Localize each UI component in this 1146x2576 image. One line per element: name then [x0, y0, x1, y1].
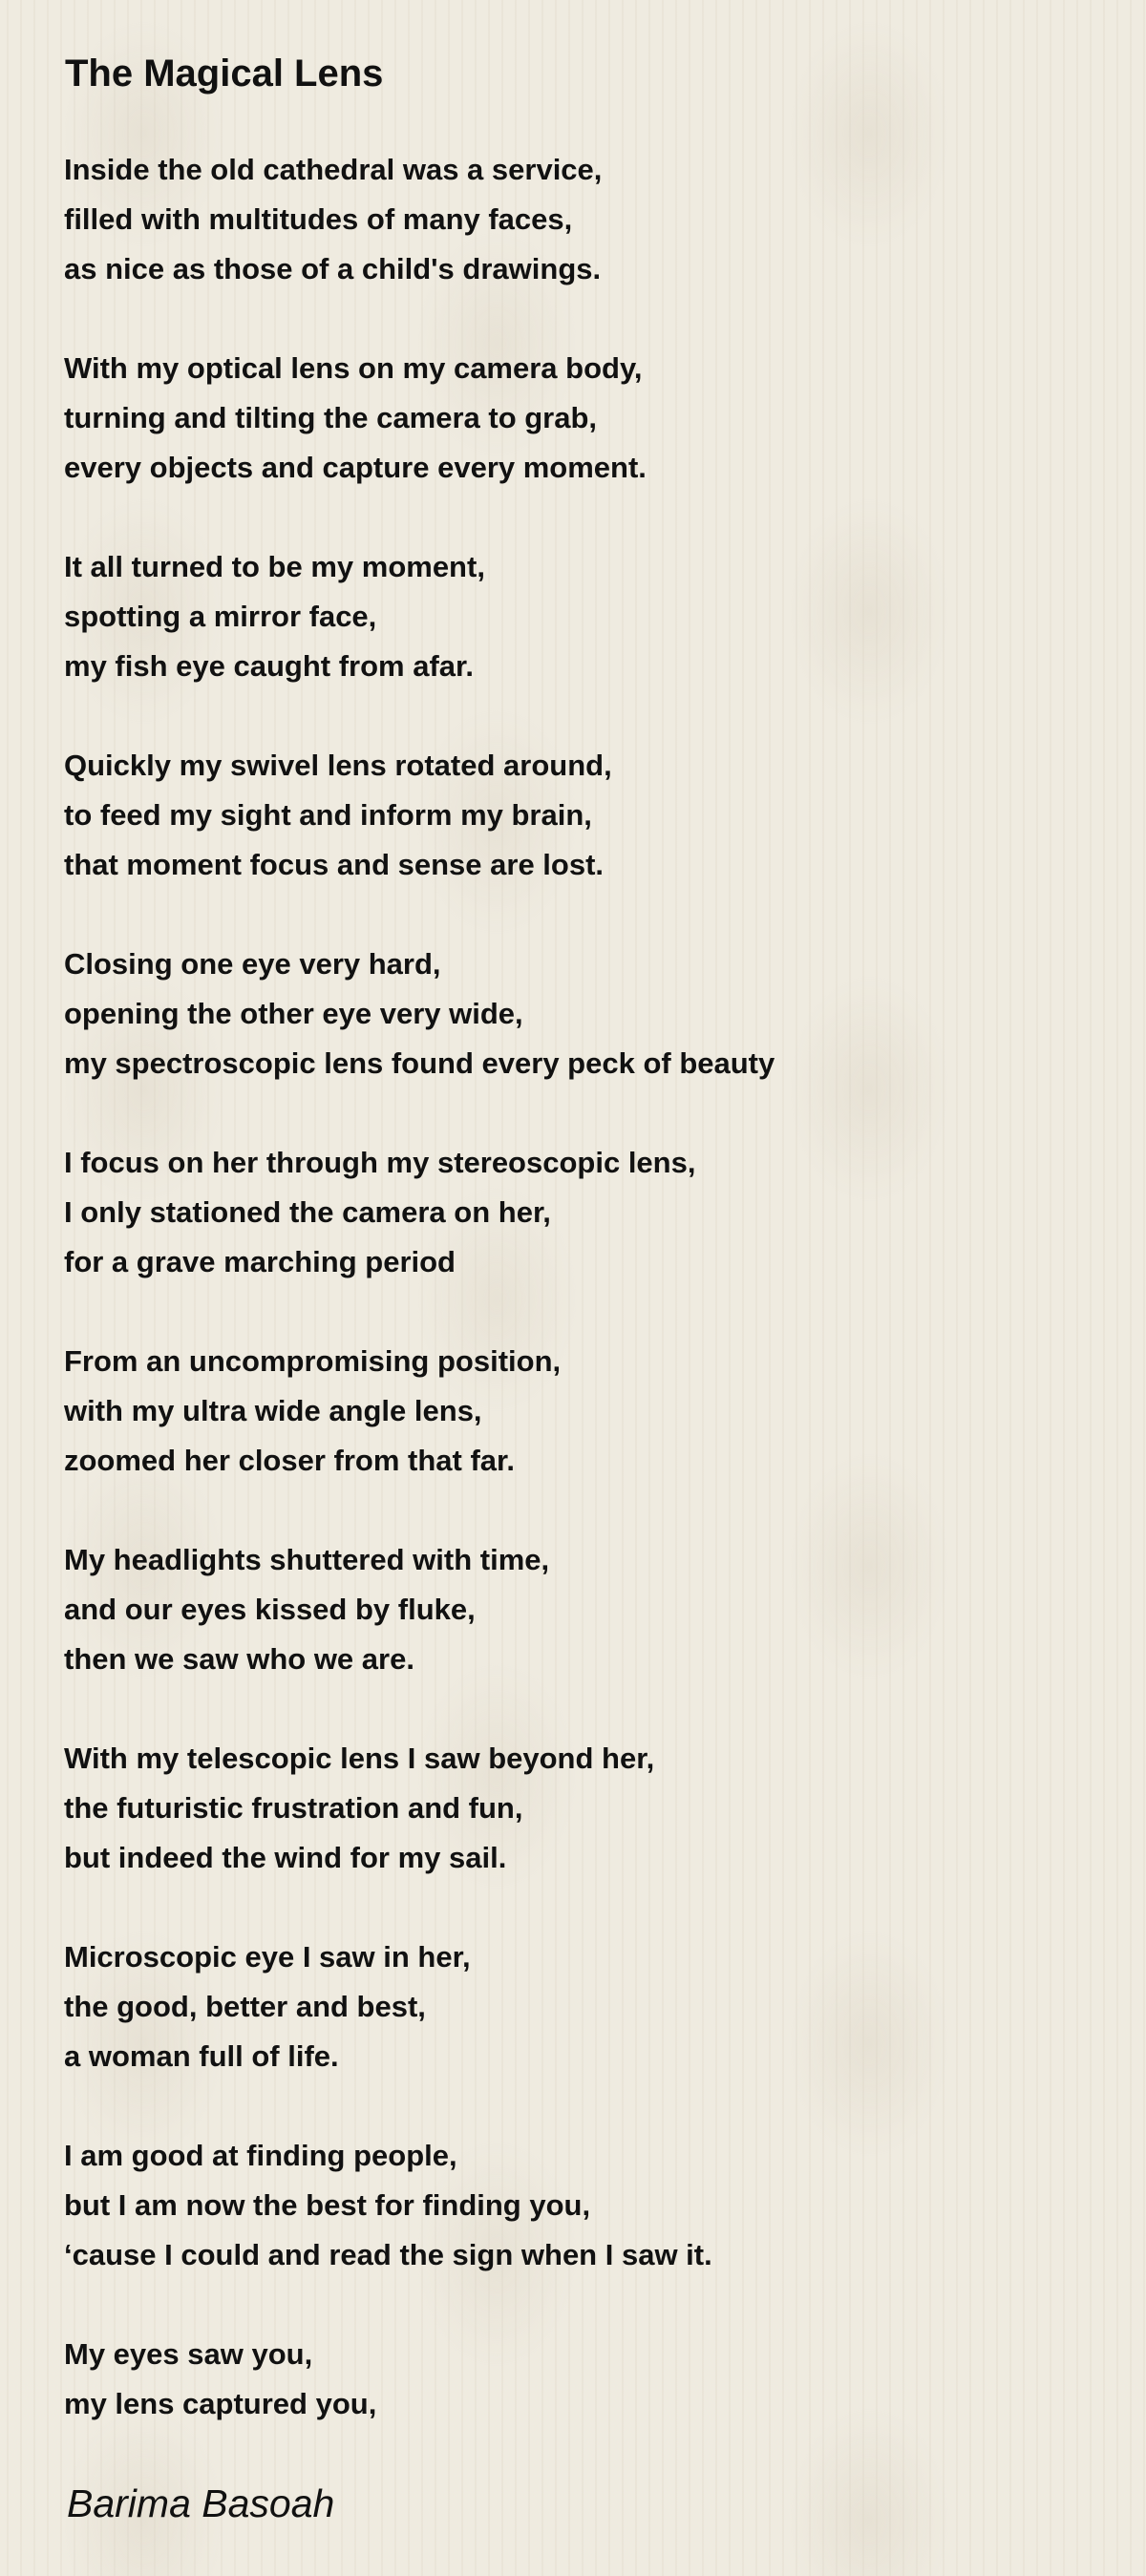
poem-body [64, 145, 1095, 2479]
stanza [64, 1734, 1095, 1883]
stanza [64, 344, 1095, 493]
poem-line: but I am now the best for finding you, [64, 2188, 591, 2222]
poem-line: a woman full of life. [64, 2039, 339, 2073]
poem-line: Microscopic eye I saw in her, [64, 1940, 471, 1974]
stanza [64, 2330, 1095, 2429]
poem-line: as nice as those of a child's drawings. [64, 252, 602, 285]
poem-line: the good, better and best, [64, 1990, 426, 2023]
poem-line: to feed my sight and inform my brain, [64, 798, 592, 832]
poem-line: It all turned to be my moment, [64, 550, 485, 583]
poem-line: From an uncompromising position, [64, 1344, 562, 1378]
stanza [64, 2131, 1095, 2280]
poem-line: for a grave marching period [64, 1245, 456, 1278]
poem-line: My headlights shuttered with time, [64, 1543, 550, 1576]
poem-line: I focus on her through my stereoscopic lens, [64, 1146, 696, 1179]
poem-line: Inside the old cathedral was a service, [64, 153, 603, 186]
stanza [64, 145, 1095, 294]
poem-author: Barima Basoah [67, 2481, 335, 2525]
poem-line: but indeed the wind for my sail. [64, 1841, 507, 1874]
poem-line: my spectroscopic lens found every peck of beauty [64, 1046, 775, 1080]
poem-line: I am good at finding people, [64, 2139, 457, 2172]
poem-line: with my ultra wide angle lens, [64, 1394, 482, 1427]
poem-line: turning and tilting the camera to grab, [64, 401, 598, 434]
poem-line: that moment focus and sense are lost. [64, 848, 605, 881]
stanza [64, 1932, 1095, 2081]
poem-line: opening the other eye very wide, [64, 997, 523, 1030]
stanza [64, 1337, 1095, 1486]
poem-line: then we saw who we are. [64, 1642, 414, 1676]
poem-line: My eyes saw you, [64, 2337, 313, 2371]
poem-line: With my optical lens on my camera body, [64, 351, 643, 385]
poem-line: Closing one eye very hard, [64, 947, 441, 981]
poem-line: every objects and capture every moment. [64, 451, 647, 484]
stanza [64, 1138, 1095, 1287]
stanza [64, 940, 1095, 1088]
poem-line: ‘cause I could and read the sign when I saw it. [64, 2238, 712, 2271]
poem-line: spotting a mirror face, [64, 600, 377, 633]
poem-line: my fish eye caught from afar. [64, 649, 474, 683]
poem-line: and our eyes kissed by fluke, [64, 1593, 476, 1626]
poem-line: With my telescopic lens I saw beyond her, [64, 1742, 655, 1775]
poem-line: my lens captured you, [64, 2387, 377, 2420]
poem-line: Quickly my swivel lens rotated around, [64, 749, 612, 782]
poem-line: the futuristic frustration and fun, [64, 1791, 523, 1825]
poem-title: The Magical Lens [65, 53, 384, 95]
stanza [64, 741, 1095, 890]
stanza [64, 542, 1095, 691]
poem-line: I only stationed the camera on her, [64, 1195, 551, 1229]
poem-line: filled with multitudes of many faces, [64, 202, 573, 236]
stanza [64, 1535, 1095, 1684]
poem-line: zoomed her closer from that far. [64, 1444, 515, 1477]
